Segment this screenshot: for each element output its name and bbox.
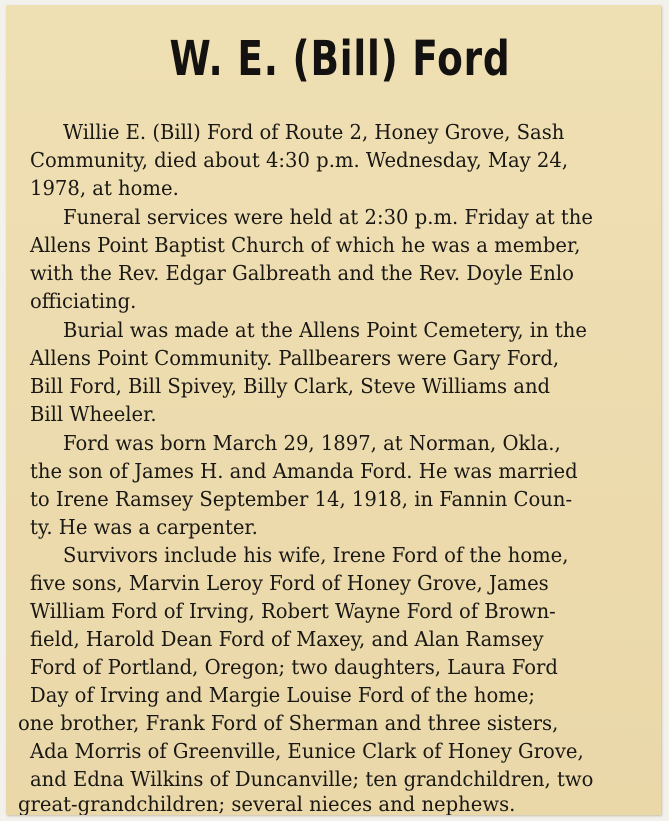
body-line: Ford of Portland, Oregon; two daughters, Laura Ford (30, 655, 558, 679)
headline: W. E. (Bill) Ford (169, 31, 511, 87)
body-line: Ada Morris of Greenville, Eunice Clark of Honey Grove, (30, 739, 584, 763)
body-line: Day of Irving and Margie Louise Ford of the home; (30, 683, 536, 707)
body-line: Allens Point Community. Pallbearers were Gary Ford, (30, 346, 560, 370)
body-line: Willie E. (Bill) Ford of Route 2, Honey Grove, Sash (63, 120, 565, 144)
body-line: Ford was born March 29, 1897, at Norman, Okla., (63, 431, 561, 455)
body-line: with the Rev. Edgar Galbreath and the Rev. Doyle Enlo (30, 261, 574, 285)
body-line: officiating. (30, 289, 137, 313)
body-line: William Ford of Irving, Robert Wayne Ford of Brown- (30, 599, 556, 623)
body-line: Survivors include his wife, Irene Ford of the home, (63, 543, 569, 567)
body-line: to Irene Ramsey September 14, 1918, in Fannin Coun- (30, 487, 573, 511)
body-line: Community, died about 4:30 p.m. Wednesday, May 24, (30, 148, 569, 172)
body-line: great-grandchildren; several nieces and nephews. (18, 792, 516, 815)
body-line: Bill Wheeler. (30, 402, 157, 426)
body-line: 1978, at home. (30, 176, 179, 200)
body-line: Funeral services were held at 2:30 p.m. Friday at the (63, 205, 593, 229)
body-line: the son of James H. and Amanda Ford. He was married (30, 459, 578, 483)
body-line: ty. He was a carpenter. (30, 515, 258, 539)
body-line: five sons, Marvin Leroy Ford of Honey Grove, James (30, 571, 549, 595)
body-line: one brother, Frank Ford of Sherman and three sisters, (18, 711, 559, 735)
body-line: Allens Point Baptist Church of which he was a member, (30, 233, 581, 257)
body-line: and Edna Wilkins of Duncanville; ten grandchildren, two (30, 767, 594, 791)
newspaper-clipping (6, 5, 661, 815)
body-line: Bill Ford, Bill Spivey, Billy Clark, Steve Williams and (30, 374, 551, 398)
body-line: field, Harold Dean Ford of Maxey, and Alan Ramsey (30, 627, 544, 651)
body-line: Burial was made at the Allens Point Cemetery, in the (63, 318, 587, 342)
